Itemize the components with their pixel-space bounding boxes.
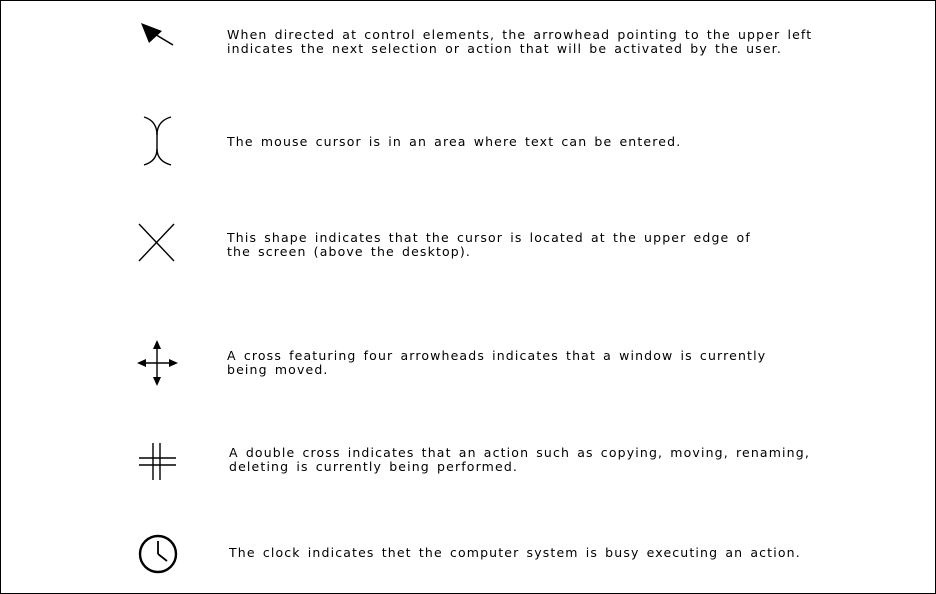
x-cursor-icon bbox=[138, 223, 176, 263]
description-line: When directed at control elements, the arrowhead pointing to the upper left bbox=[227, 27, 813, 42]
move-cross-icon bbox=[137, 339, 179, 387]
double-cross-description bbox=[229, 446, 810, 474]
clock-icon bbox=[137, 533, 179, 575]
clock-description bbox=[229, 546, 801, 560]
description-line: The mouse cursor is in an area where text can be entered. bbox=[227, 134, 682, 149]
arrow-pointer-icon bbox=[139, 21, 179, 49]
description-line: indicates the next selection or action that will be activated by the user. bbox=[227, 41, 782, 56]
description-line: The clock indicates thet the computer system is busy executing an action. bbox=[229, 545, 801, 560]
text-ibeam-cursor-icon bbox=[141, 115, 175, 167]
double-cross-icon bbox=[138, 442, 178, 482]
x-cursor-description bbox=[227, 231, 751, 259]
description-line: the screen (above the desktop). bbox=[227, 244, 472, 259]
description-line: deleting is currently being performed. bbox=[229, 459, 519, 474]
description-line: This shape indicates that the cursor is located at the upper edge of bbox=[227, 230, 751, 245]
move-cross-description bbox=[227, 349, 766, 377]
description-line: A cross featuring four arrowheads indicates that a window is currently bbox=[227, 348, 767, 363]
arrow-pointer-description bbox=[227, 28, 812, 56]
description-line: being moved. bbox=[227, 362, 329, 377]
description-line: A double cross indicates that an action such as copying, moving, renaming, bbox=[229, 445, 810, 460]
text-cursor-description bbox=[227, 135, 681, 149]
